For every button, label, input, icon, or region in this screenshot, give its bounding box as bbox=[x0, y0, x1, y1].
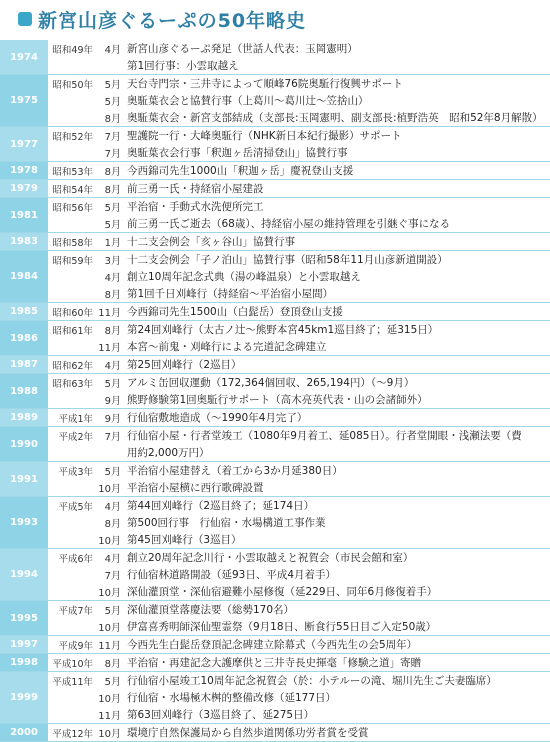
timeline-row bbox=[0, 549, 550, 601]
month: 5月 bbox=[104, 677, 121, 688]
timeline-entry bbox=[49, 636, 550, 653]
era-date: 昭和50年 bbox=[52, 79, 93, 91]
event-description: 奥駈葉衣会・新宮支部結成（支部長:玉岡憲明、副支部長:植野浩英 昭和52年8月解散） bbox=[127, 112, 543, 124]
month: 11月 bbox=[98, 343, 121, 354]
event-description: 第45回刈峰行（3巡目） bbox=[127, 534, 242, 546]
timeline-entry bbox=[49, 303, 550, 320]
event-description: 行仙宿敷地造成（〜1990年4月完了） bbox=[127, 412, 308, 424]
timeline-entry bbox=[49, 654, 550, 671]
era-date: 昭和61年 bbox=[52, 325, 93, 337]
era-date: 昭和56年 bbox=[52, 202, 93, 214]
entries bbox=[49, 180, 550, 197]
month: 10月 bbox=[98, 623, 121, 634]
entries bbox=[49, 233, 550, 250]
timeline-row bbox=[0, 374, 550, 409]
event-description: 今西錦司先生1500山（白髭岳）登頂登山支援 bbox=[127, 306, 343, 318]
timeline-row bbox=[0, 672, 550, 724]
event-description: 平治宿・手動式水洗便所完工 bbox=[127, 201, 264, 213]
timeline-entry bbox=[49, 549, 550, 566]
event-description: 環境庁自然保護局から自然歩道関係功労者賞を受賞 bbox=[127, 727, 369, 739]
entries bbox=[49, 127, 550, 161]
event-description: アルミ缶回収運動（172,364個回収、265,194円）（〜9月） bbox=[127, 377, 415, 389]
year-label: 1993 bbox=[0, 497, 49, 548]
timeline-entry bbox=[49, 75, 550, 92]
event-description: 平治宿小屋建替え（着工から3か月延380日） bbox=[127, 465, 343, 477]
month: 7月 bbox=[104, 432, 121, 443]
month: 8月 bbox=[104, 114, 121, 125]
timeline-row bbox=[0, 251, 550, 303]
year-label: 1998 bbox=[0, 654, 49, 671]
event-description: 奥駈葉衣会行事「釈迦ヶ岳清掃登山」協賛行事 bbox=[127, 147, 348, 159]
month: 11月 bbox=[98, 641, 121, 652]
year-label: 1994 bbox=[0, 549, 49, 600]
timeline-entry bbox=[49, 514, 550, 531]
month: 5月 bbox=[104, 467, 121, 478]
year-label: 1986 bbox=[0, 321, 49, 355]
timeline-entry bbox=[49, 601, 550, 618]
entries bbox=[49, 654, 550, 671]
event-description: 第500回行事 行仙宿・水場構道工事作業 bbox=[127, 517, 326, 529]
entries bbox=[49, 462, 550, 496]
year-label: 1989 bbox=[0, 409, 49, 426]
timeline-row bbox=[0, 356, 550, 374]
timeline-entry bbox=[49, 672, 550, 689]
timeline-row bbox=[0, 321, 550, 356]
timeline-row bbox=[0, 636, 550, 654]
event-description: 平治宿・再建記念大護摩供と三井寺長史揮毫「修験之道」寄贈 bbox=[127, 657, 421, 669]
month: 7月 bbox=[104, 149, 121, 160]
event-description: 今西先生白髭岳登頂記念碑建立除幕式（今西先生の会5周年） bbox=[127, 639, 418, 651]
era-date: 昭和59年 bbox=[52, 255, 93, 267]
event-description: 行仙宿小屋竣工10周年記念祝賀会（於：小テルーの滝、堀川先生ご夫妻臨席） bbox=[127, 675, 497, 687]
timeline-entry bbox=[49, 462, 550, 479]
timeline-entry bbox=[49, 109, 550, 126]
timeline-row bbox=[0, 40, 550, 75]
entries bbox=[49, 427, 550, 461]
month: 10月 bbox=[98, 729, 121, 740]
event-description: 天台寺門宗・三井寺によって順峰76院奥駈行復興サポート bbox=[127, 78, 403, 90]
timeline-entry bbox=[49, 706, 550, 723]
event-description: 創立20周年記念川行・小雲取越えと祝賀会（市民会館和室） bbox=[127, 552, 414, 564]
timeline-entry bbox=[49, 144, 550, 161]
month: 4月 bbox=[104, 273, 121, 284]
entries bbox=[49, 303, 550, 320]
month: 9月 bbox=[104, 396, 121, 407]
timeline-row bbox=[0, 462, 550, 497]
era-date: 平成12年 bbox=[52, 728, 93, 740]
month: 10月 bbox=[98, 484, 121, 495]
entries bbox=[49, 549, 550, 600]
timeline-row bbox=[0, 497, 550, 549]
timeline-row bbox=[0, 162, 550, 180]
entries bbox=[49, 672, 550, 723]
entries bbox=[49, 321, 550, 355]
era-date: 平成1年 bbox=[58, 413, 93, 425]
year-label: 2000 bbox=[0, 724, 49, 741]
entries bbox=[49, 497, 550, 548]
event-description: 十二支会例会「子ノ泊山」協賛行事（昭和58年11月山彦新道開設） bbox=[127, 254, 448, 266]
event-description: 伊富喜秀明師深仙聖霊祭（9月18日、断食行55日目ご入定50歳） bbox=[127, 621, 437, 633]
era-date: 昭和54年 bbox=[52, 184, 93, 196]
year-label: 1983 bbox=[0, 233, 49, 250]
era-date: 昭和49年 bbox=[52, 44, 93, 56]
era-date: 昭和53年 bbox=[52, 166, 93, 178]
month: 7月 bbox=[104, 571, 121, 582]
event-description: 行仙宿小屋・行者堂竣工（1080年9月着工、延085日）。行者堂開眼・浅瀬法要（費 bbox=[127, 430, 522, 442]
era-date: 平成3年 bbox=[58, 466, 93, 478]
timeline-entry bbox=[49, 689, 550, 706]
timeline-entry bbox=[49, 321, 550, 338]
era-date: 昭和63年 bbox=[52, 378, 93, 390]
year-label: 1977 bbox=[0, 127, 49, 161]
year-label: 1999 bbox=[0, 672, 49, 723]
year-label: 1984 bbox=[0, 251, 49, 302]
month: 5月 bbox=[104, 203, 121, 214]
month: 10月 bbox=[98, 536, 121, 547]
year-label: 1978 bbox=[0, 162, 49, 179]
year-label: 1991 bbox=[0, 462, 49, 496]
timeline-entry bbox=[49, 268, 550, 285]
entries bbox=[49, 162, 550, 179]
era-date: 昭和58年 bbox=[52, 237, 93, 249]
timeline-entry bbox=[49, 497, 550, 514]
entries bbox=[49, 601, 550, 635]
timeline-entry bbox=[49, 724, 550, 741]
timeline-entry bbox=[49, 162, 550, 179]
event-description: 熊野修験第1回奥駈行サポート（高木亮英代表・山の会諸師外） bbox=[127, 394, 428, 406]
month: 10月 bbox=[98, 694, 121, 705]
year-label: 1987 bbox=[0, 356, 49, 373]
entries bbox=[49, 356, 550, 373]
month: 5月 bbox=[104, 220, 121, 231]
entries bbox=[49, 251, 550, 302]
event-description: 前三勇一氏ご逝去（68歳）、持経宿小屋の維持管理を引継ぐ事になる bbox=[127, 218, 451, 230]
timeline-row bbox=[0, 654, 550, 672]
history-timeline bbox=[0, 40, 550, 740]
timeline-entry bbox=[49, 251, 550, 268]
timeline-entry bbox=[49, 233, 550, 250]
event-description: 聖護院一行・大峰奥駈行（NHK新日本紀行撮影）サポート bbox=[127, 130, 402, 142]
timeline-entry bbox=[49, 427, 550, 444]
month: 8月 bbox=[104, 519, 121, 530]
year-label: 1975 bbox=[0, 75, 49, 126]
timeline-entry bbox=[49, 479, 550, 496]
event-description: 第25回刈峰行（2巡目） bbox=[127, 359, 242, 371]
event-description: 行仙宿・水場極木桝的整備改修（延177日） bbox=[127, 692, 337, 704]
year-label: 1988 bbox=[0, 374, 49, 408]
month: 9月 bbox=[104, 414, 121, 425]
era-date: 平成9年 bbox=[58, 640, 93, 652]
month: 3月 bbox=[104, 256, 121, 267]
month: 5月 bbox=[104, 606, 121, 617]
timeline-entry bbox=[49, 127, 550, 144]
timeline-entry bbox=[49, 583, 550, 600]
timeline-row bbox=[0, 303, 550, 321]
month: 11月 bbox=[98, 308, 121, 319]
era-date: 平成6年 bbox=[58, 553, 93, 565]
timeline-entry bbox=[49, 180, 550, 197]
timeline-entry bbox=[49, 531, 550, 548]
month: 4月 bbox=[104, 45, 121, 56]
timeline-entry bbox=[49, 338, 550, 355]
month: 5月 bbox=[104, 97, 121, 108]
title-bar bbox=[0, 0, 550, 38]
entries bbox=[49, 724, 550, 741]
event-description: 用約2,000万円） bbox=[127, 447, 210, 459]
month: 5月 bbox=[104, 80, 121, 91]
month: 8月 bbox=[104, 167, 121, 178]
era-date: 昭和62年 bbox=[52, 360, 93, 372]
era-date: 昭和60年 bbox=[52, 307, 93, 319]
timeline-entry bbox=[49, 57, 550, 74]
era-date: 平成2年 bbox=[58, 431, 93, 443]
event-description: 十二支会例会「亥ヶ谷山」協賛行事 bbox=[127, 236, 295, 248]
month: 8月 bbox=[104, 326, 121, 337]
event-description: 本宮〜前鬼・刈峰行による完道記念碑建立 bbox=[127, 341, 327, 353]
event-description: 行仙宿林道路開設（延93日、平成4月着手） bbox=[127, 569, 337, 581]
event-description: 創立10周年記念式典（湯の峰温泉）と小雲取越え bbox=[127, 271, 361, 283]
era-date: 平成5年 bbox=[58, 501, 93, 513]
year-label: 1979 bbox=[0, 180, 49, 197]
timeline-row bbox=[0, 427, 550, 462]
page-title: 新宮山彦ぐるーぷの50年略史 bbox=[38, 9, 307, 32]
event-description: 第24回刈峰行（太古ノ辻〜熊野本宮45km1巡目終了；延315日） bbox=[127, 324, 439, 336]
event-description: 平治宿小屋横に西行歌碑設置 bbox=[127, 482, 264, 494]
timeline-entry bbox=[49, 566, 550, 583]
timeline-row bbox=[0, 233, 550, 251]
title-square-icon bbox=[18, 12, 32, 26]
event-description: 第63回刈峰行（3巡目終了、延275日） bbox=[127, 709, 315, 721]
month: 10月 bbox=[98, 588, 121, 599]
event-description: 第1回行事：小雲取越え bbox=[127, 60, 239, 72]
month: 4月 bbox=[104, 361, 121, 372]
year-label: 1997 bbox=[0, 636, 49, 653]
year-label: 1990 bbox=[0, 427, 49, 461]
entries bbox=[49, 409, 550, 426]
timeline-entry bbox=[49, 409, 550, 426]
month: 8月 bbox=[104, 185, 121, 196]
month: 8月 bbox=[104, 290, 121, 301]
event-description: 奥駈葉衣会と協賛行事（上葛川〜葛川辻〜笠捨山） bbox=[127, 95, 369, 107]
entries bbox=[49, 40, 550, 74]
timeline-entry bbox=[49, 92, 550, 109]
era-date: 平成10年 bbox=[52, 658, 93, 670]
month: 7月 bbox=[104, 132, 121, 143]
timeline-entry bbox=[49, 40, 550, 57]
era-date: 平成11年 bbox=[52, 676, 93, 688]
year-label: 1995 bbox=[0, 601, 49, 635]
year-label: 1985 bbox=[0, 303, 49, 320]
timeline-row bbox=[0, 724, 550, 742]
era-date: 平成7年 bbox=[58, 605, 93, 617]
timeline-entry bbox=[49, 444, 550, 461]
timeline-row bbox=[0, 127, 550, 162]
event-description: 新宮山彦ぐるーぷ発足（世話人代表：玉岡憲明） bbox=[127, 43, 358, 55]
timeline-row bbox=[0, 409, 550, 427]
entries bbox=[49, 75, 550, 126]
timeline-entry bbox=[49, 374, 550, 391]
year-label: 1981 bbox=[0, 198, 49, 232]
timeline-entry bbox=[49, 391, 550, 408]
timeline-row bbox=[0, 180, 550, 198]
timeline-entry bbox=[49, 198, 550, 215]
event-description: 深仙灌頂堂・深仙宿避難小屋修復（延229日、同年6月修復着手） bbox=[127, 586, 438, 598]
timeline-entry bbox=[49, 356, 550, 373]
month: 11月 bbox=[98, 711, 121, 722]
month: 5月 bbox=[104, 379, 121, 390]
event-description: 第44回刈峰行（2巡目終了；延174日） bbox=[127, 500, 315, 512]
timeline-entry bbox=[49, 618, 550, 635]
era-date: 昭和52年 bbox=[52, 131, 93, 143]
event-description: 深仙灌頂堂落慶法要（総勢170名） bbox=[127, 604, 295, 616]
timeline-entry bbox=[49, 285, 550, 302]
month: 8月 bbox=[104, 659, 121, 670]
timeline-row bbox=[0, 75, 550, 127]
event-description: 今西錦司先生1000山「釈迦ヶ岳」慶祝登山支援 bbox=[127, 165, 354, 177]
entries bbox=[49, 636, 550, 653]
month: 4月 bbox=[104, 554, 121, 565]
entries bbox=[49, 198, 550, 232]
month: 4月 bbox=[104, 502, 121, 513]
timeline-row bbox=[0, 601, 550, 636]
event-description: 第1回千日刈峰行（持経宿〜平治宿小屋間） bbox=[127, 288, 334, 300]
entries bbox=[49, 374, 550, 408]
event-description: 前三勇一氏・持経宿小屋建設 bbox=[127, 183, 264, 195]
year-label: 1974 bbox=[0, 40, 49, 74]
month: 1月 bbox=[104, 238, 121, 249]
timeline-entry bbox=[49, 215, 550, 232]
timeline-row bbox=[0, 198, 550, 233]
